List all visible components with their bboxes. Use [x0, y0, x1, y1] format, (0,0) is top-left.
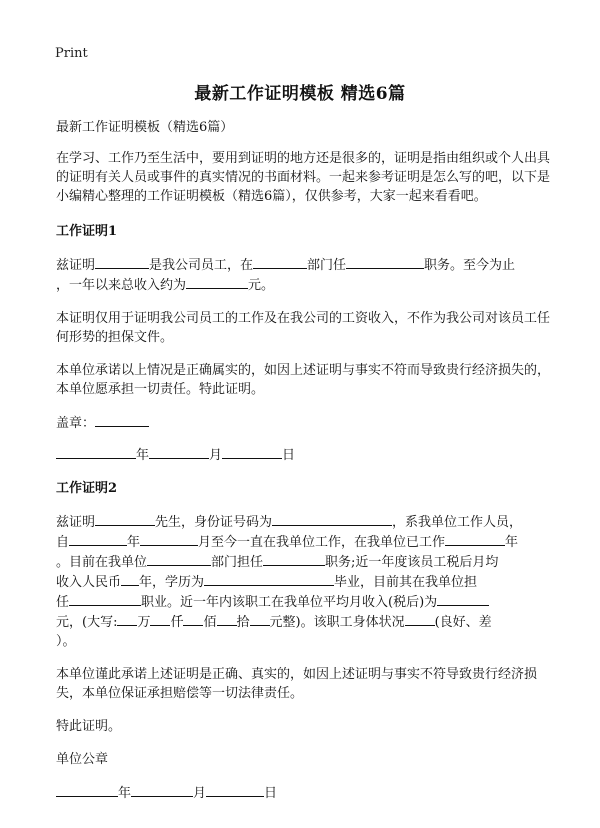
text: 月至今一直在我单位工作，在我单位已工作 [198, 535, 446, 550]
text: 职务;近一年度该员工税后月均 [325, 555, 499, 570]
text: 兹证明 [56, 258, 96, 273]
print-label: Print [55, 46, 88, 61]
seal-label: 盖章： [56, 416, 96, 431]
text: 职业。近一年内该职工在我单位平均月收入(税后)为 [141, 595, 438, 610]
blank-line[interactable] [405, 612, 435, 626]
text: 佰 [203, 615, 217, 630]
blank-line[interactable] [183, 612, 203, 626]
blank-line[interactable] [250, 612, 270, 626]
blank-line[interactable] [121, 572, 139, 586]
seal-blank[interactable] [95, 413, 149, 427]
text: 兹证明 [56, 515, 96, 530]
blank-line[interactable] [95, 512, 155, 526]
blank-line[interactable] [95, 255, 149, 269]
blank-line[interactable] [437, 592, 489, 606]
blank-line[interactable] [117, 612, 137, 626]
text: 仟 [170, 615, 184, 630]
text: 年 [127, 535, 141, 550]
document-body [56, 118, 551, 803]
section1-paragraph1 [56, 255, 551, 295]
blank-line[interactable] [69, 532, 127, 546]
year-label: 年 [136, 448, 150, 463]
blank-line[interactable] [263, 552, 325, 566]
blank-line[interactable] [272, 512, 392, 526]
section1-date [56, 445, 551, 465]
blank-line[interactable] [69, 592, 141, 606]
month-label: 月 [193, 786, 207, 801]
text: ，一年以来总收入约为 [56, 278, 187, 293]
blank-line[interactable] [253, 255, 307, 269]
year-blank[interactable] [56, 445, 136, 459]
text: 年，学历为 [139, 575, 205, 590]
text: 自 [56, 535, 70, 550]
blank-line[interactable] [186, 275, 248, 289]
blank-line[interactable] [217, 612, 237, 626]
year-label: 年 [118, 786, 132, 801]
blank-line[interactable] [140, 532, 198, 546]
document-title: 最新工作证明模板 精选6篇 [194, 84, 406, 104]
text: 万 [137, 615, 151, 630]
section2-date [56, 783, 551, 803]
text: 收入人民币 [56, 575, 122, 590]
section2-heading: 工作证明2 [56, 481, 118, 496]
section1-paragraph3: 本单位承诺以上情况是正确属实的，如因上述证明与事实不符而导致贵行经济损失的，本单位愿承担一切责任。特此证明。 [56, 363, 551, 397]
text: 部门担任 [211, 555, 264, 570]
text: 元，(大写: [56, 615, 118, 630]
text: 部门任 [307, 258, 347, 273]
section1-heading: 工作证明1 [56, 224, 118, 239]
text: 元。 [248, 278, 275, 293]
month-blank[interactable] [149, 445, 209, 459]
year-blank[interactable] [56, 783, 118, 797]
text: 元整)。该职工身体状况 [269, 615, 405, 630]
text: 是我公司员工，在 [149, 258, 254, 273]
section2-paragraph3: 特此证明。 [56, 719, 122, 734]
section1-paragraph2: 本证明仅用于证明我公司员工的工作及在我公司的工资收入，不作为我公司对该员工任何形势的担保文件。 [56, 311, 551, 345]
text: (良好、差 [434, 615, 492, 630]
text: 年 [505, 535, 519, 550]
day-label: 日 [264, 786, 278, 801]
text: 职务。至今为止 [424, 258, 516, 273]
blank-line[interactable] [147, 552, 211, 566]
text: 毕业，目前其在我单位担 [334, 575, 478, 590]
section1-seal [56, 413, 551, 433]
text: 拾 [236, 615, 250, 630]
text: 先生，身份证号码为 [155, 515, 273, 530]
text: ，系我单位工作人员， [392, 515, 523, 530]
blank-line[interactable] [204, 572, 334, 586]
intro-paragraph: 在学习、工作乃至生活中，要用到证明的地方还是很多的，证明是指由组织或个人出具的证明有关人员或事件的真实情况的书面材料。一起来参考证明是怎么写的吧，以下是小编精心整理的工作证明模板（精选6篇），仅供参考，大家一起来看看吧。 [56, 151, 551, 204]
section2-paragraph1 [56, 512, 551, 651]
text: 。目前在我单位 [56, 555, 148, 570]
month-blank[interactable] [131, 783, 193, 797]
blank-line[interactable] [346, 255, 424, 269]
section2-seal: 单位公章 [56, 752, 109, 767]
text: 任 [56, 595, 70, 610]
text: ）。 [56, 634, 76, 649]
blank-line[interactable] [445, 532, 505, 546]
month-label: 月 [209, 448, 223, 463]
blank-line[interactable] [150, 612, 170, 626]
day-blank[interactable] [222, 445, 282, 459]
document-subtitle: 最新工作证明模板（精选6篇） [56, 120, 234, 135]
section2-paragraph2: 本单位谨此承诺上述证明是正确、真实的，如因上述证明与事实不符导致贵行经济损失，本单位保证承担赔偿等一切法律责任。 [56, 667, 538, 701]
day-blank[interactable] [206, 783, 264, 797]
day-label: 日 [282, 448, 296, 463]
